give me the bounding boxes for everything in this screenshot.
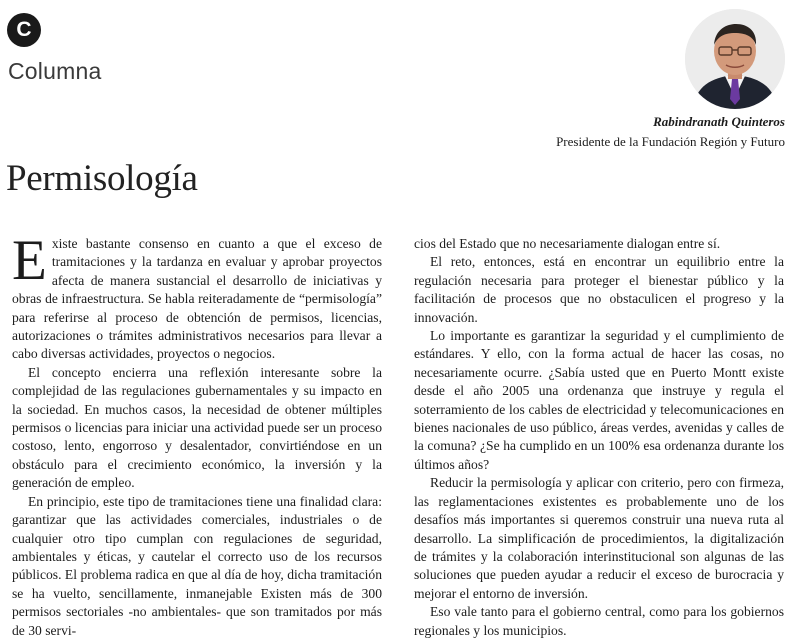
article-column-2 (414, 235, 784, 640)
article-paragraph: En principio, este tipo de tramitaciones tiene una finalidad clara: garantizar que las actividades comerciales, industriales o de cualquier otro tipo cumplan con regulaciones de seguridad, ambientales y éticas, y cautelar el correcto uso de los recursos públicos. El problema radica en que al día de hoy, dicha tramitación se ha vuelto, sencillamente, inmanejable Existen más de 300 permisos sectoriales -no ambientales- que son tramitados por más de 30 servi- (12, 493, 382, 638)
paragraph-text: xiste bastante consenso en cuanto a que el exceso de tramitaciones y la tardanza en evaluar y aprobar proyectos afecta de manera sustancial el desarrollo de iniciativas y obras de infraestructura. Se habla reiteradamente de “permisología” para referirse al proceso de obtención de permisos, licencias, autorizaciones o trámites administrativos necesarios para llevar a cabo diversas actividades, proyectos o negocios. (12, 236, 382, 362)
column-badge: C (7, 13, 41, 47)
article-paragraph: Eso vale tanto para el gobierno central, como para los gobiernos regionales y los municipios. (414, 604, 784, 638)
section-label: Columna (8, 58, 102, 84)
article-paragraph: Reducir la permisología y aplicar con criterio, pero con firmeza, las reglamentaciones existentes es probablemente uno de los desafíos más importantes si queremos construir una nueva ruta al desarrollo. La simplificación de procedimientos, la digitalización de trámites y la colaboración interinstitucional son algunas de las soluciones que pueden ayudar a reducir el exceso de burocracia y mejorar el entorno de inversión. (414, 475, 784, 601)
author-role: Presidente de la Fundación Región y Futuro (556, 134, 785, 149)
article-paragraph: Lo importante es garantizar la seguridad y el cumplimiento de estándares. Y ello, con la forma actual de hacer las cosas, no necesariamente ocurre. ¿Sabía usted que en Puerto Montt existe desde el año 2005 una ordenanza que instruye y regula el soterramiento de los cables de electricidad y telecomunicaciones en bienes nacionales de uso público, áreas verdes, avenidas y calles de la comuna? ¿Se ha cumplido en un 100% esa ordenanza durante los últimos años? (414, 328, 784, 472)
drop-cap: E (12, 229, 47, 292)
article-paragraph: El reto, entonces, está en encontrar un equilibrio entre la regulación necesaria para proteger el bienestar público y la facilitación de procesos que no obstaculicen el progreso y la innovación. (414, 254, 784, 325)
author-byline (556, 113, 785, 151)
author-portrait-image (685, 9, 785, 109)
article-column-1 (12, 229, 382, 640)
article-paragraph-continuation: cios del Estado que no necesariamente dialogan entre sí. (414, 236, 721, 251)
article-paragraph: El concepto encierra una reflexión interesante sobre la complejidad de las regulaciones gubernamentales y su impacto en la sociedad. En muchos casos, la necesidad de obtener múltiples permisos o licencias para iniciar una actividad puede ser un proceso costoso, lento, engorroso y desalentador, convirtiéndose en un obstáculo para el crecimiento económico, la inversión y la generación de empleo. (12, 364, 382, 491)
author-name: Rabindranath Quinteros (653, 114, 785, 129)
author-photo (685, 9, 785, 109)
article-title: Permisología (6, 158, 198, 199)
article-paragraph (12, 229, 382, 364)
